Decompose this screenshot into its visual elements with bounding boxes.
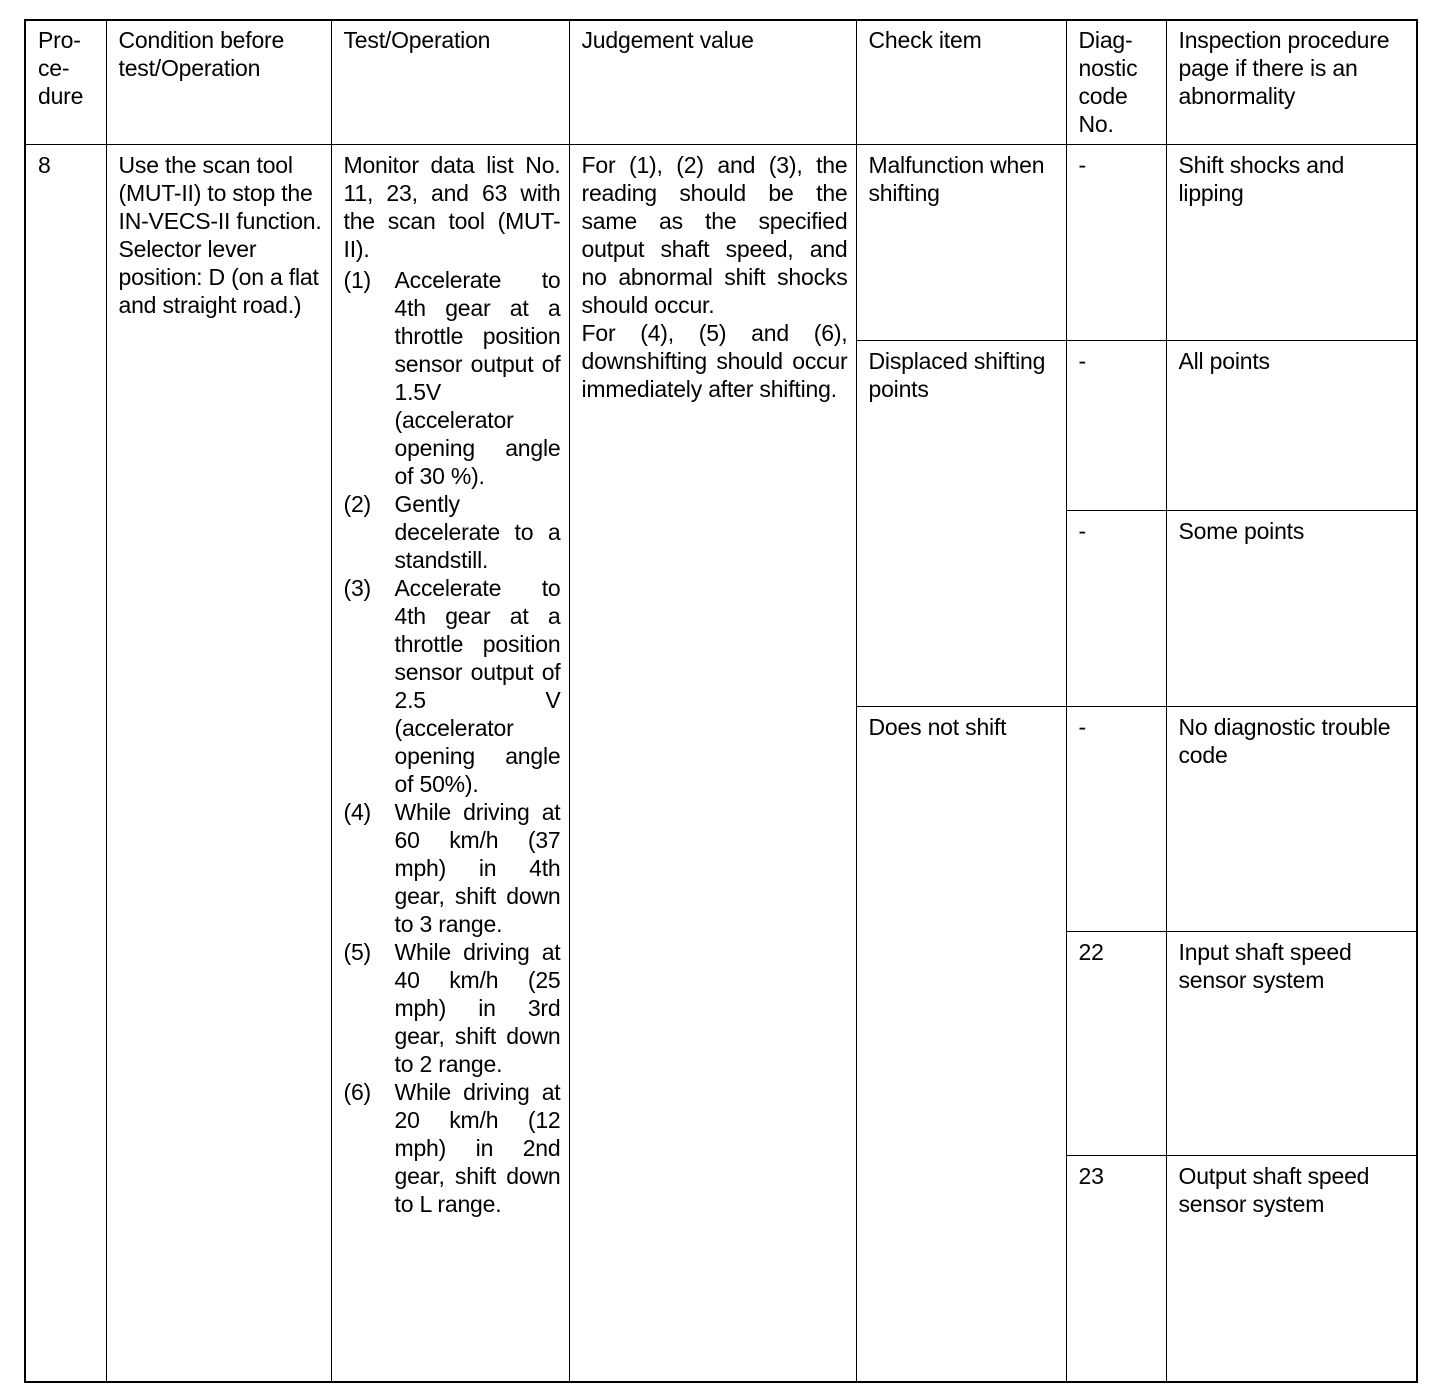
- check-item-cell: Does not shift: [856, 706, 1066, 1382]
- condition-text: Use the scan tool (MUT-II) to stop the IN-VECS-II function.: [118, 152, 322, 234]
- procedure-number: 8: [25, 145, 106, 1383]
- check-item-cell: Malfunction when shifting: [856, 145, 1066, 341]
- test-step: [344, 938, 561, 1078]
- header-inspection-page: Inspection procedure page if there is an abnormality: [1166, 20, 1417, 145]
- inspection-page-cell: Shift shocks and lipping: [1166, 145, 1417, 341]
- step-text: Gently decelerate to a standstill.: [394, 491, 561, 573]
- step-number: (2): [343, 491, 372, 517]
- diagnostic-code-cell: 23: [1066, 1156, 1166, 1383]
- judgement-text-1: For (1), (2) and (3), the reading should be the same as the specified output shaft speed, and no abnormal shift shocks should occur.: [581, 152, 848, 318]
- test-intro: Monitor data list No. 11, 23, and 63 with the scan tool (MUT-II).: [343, 152, 561, 262]
- header-condition: Condition before test/Operation: [106, 20, 331, 145]
- header-check-item: Check item: [856, 20, 1066, 145]
- header-diagnostic-code: Diag- nostic code No.: [1066, 20, 1166, 145]
- step-number: (1): [343, 267, 372, 293]
- inspection-page-cell: All points: [1166, 341, 1417, 511]
- step-number: (5): [343, 939, 372, 965]
- inspection-page-cell: Some points: [1166, 510, 1417, 706]
- diagnostic-code-cell: -: [1066, 510, 1166, 706]
- test-operation-cell: [331, 145, 569, 1383]
- header-procedure: Pro- ce- dure: [25, 20, 106, 145]
- table-row: [25, 145, 1417, 341]
- check-item-cell: Displaced shifting points: [856, 341, 1066, 707]
- condition-selector-text: Selector lever position: D (on a flat and straight road.): [118, 236, 319, 318]
- header-row: [25, 20, 1417, 145]
- step-text: While driving at 40 km/h (25 mph) in 3rd gear, shift down to 2 range.: [394, 939, 561, 1077]
- test-step: [344, 490, 561, 574]
- diagnostic-code-cell: 22: [1066, 932, 1166, 1156]
- step-text: While driving at 20 km/h (12 mph) in 2nd gear, shift down to L range.: [394, 1079, 561, 1217]
- judgement-cell: [569, 145, 856, 1383]
- inspection-page-cell: No diagnostic trouble code: [1166, 706, 1417, 932]
- test-step: [344, 1078, 561, 1218]
- diagnostic-procedure-table: [24, 19, 1418, 1383]
- test-step: [344, 574, 561, 798]
- step-number: (4): [343, 799, 372, 825]
- header-test-operation: Test/Operation: [331, 20, 569, 145]
- diagnostic-code-cell: -: [1066, 145, 1166, 341]
- step-text: Accelerate to 4th gear at a throttle position sensor output of 2.5 V (accelerator opening angle of 50%).: [394, 575, 561, 797]
- diagnostic-code-cell: -: [1066, 341, 1166, 511]
- inspection-page-cell: Input shaft speed sensor system: [1166, 932, 1417, 1156]
- inspection-page-cell: Output shaft speed sensor system: [1166, 1156, 1417, 1383]
- step-number: (6): [343, 1079, 372, 1105]
- diagnostic-code-cell: -: [1066, 706, 1166, 932]
- step-text: While driving at 60 km/h (37 mph) in 4th gear, shift down to 3 range.: [394, 799, 561, 937]
- step-number: (3): [343, 575, 372, 601]
- step-text: Accelerate to 4th gear at a throttle position sensor output of 1.5V (accelerator opening angle of 30 %).: [394, 267, 561, 489]
- test-steps-list: [344, 266, 561, 1218]
- condition-cell: [106, 145, 331, 1383]
- test-step: [344, 266, 561, 490]
- judgement-text-2: For (4), (5) and (6), downshifting should occur immediately after shifting.: [581, 320, 848, 402]
- test-step: [344, 798, 561, 938]
- header-judgement-value: Judgement value: [569, 20, 856, 145]
